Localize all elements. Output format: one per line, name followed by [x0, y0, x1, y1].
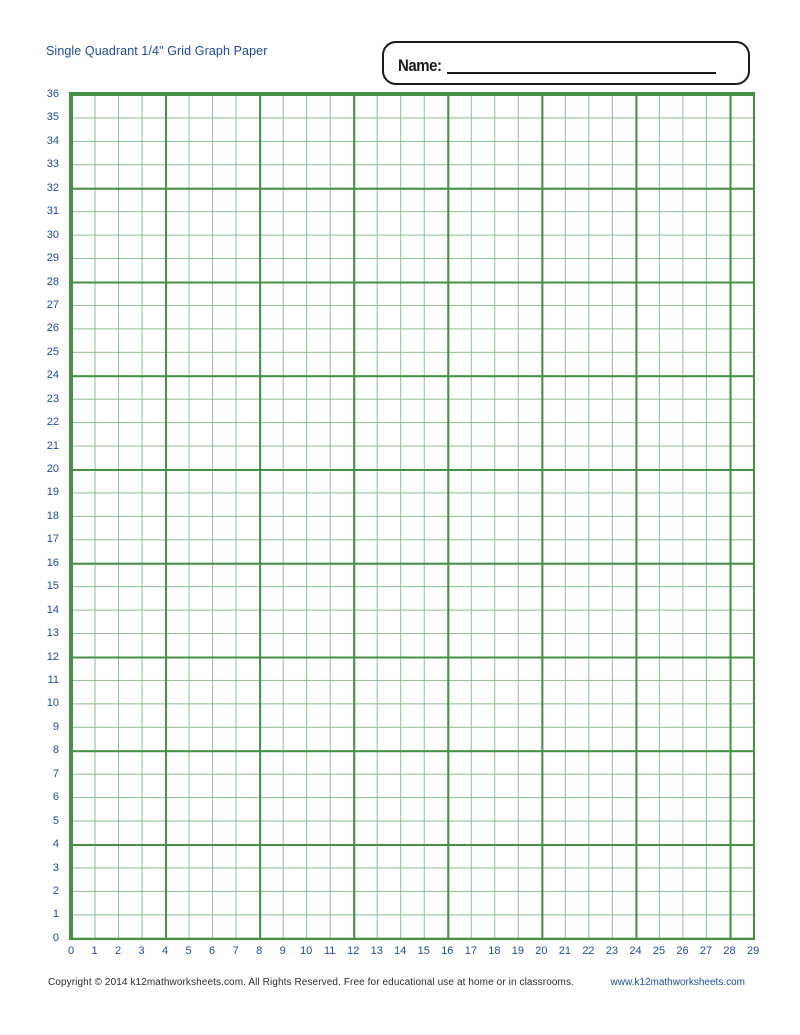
x-axis-label: 22	[582, 945, 595, 957]
name-label: Name:	[398, 56, 442, 75]
y-axis-label: 5	[52, 814, 59, 827]
x-axis-label: 29	[746, 945, 760, 957]
x-axis-label: 1	[91, 945, 98, 957]
y-axis-label: 35	[46, 111, 59, 124]
y-axis-label: 21	[46, 439, 59, 452]
x-axis-label: 27	[699, 945, 713, 957]
y-axis-label: 32	[46, 181, 59, 194]
y-axis-label: 11	[47, 674, 59, 686]
y-axis-label: 33	[46, 158, 59, 171]
x-axis-label: 15	[417, 945, 430, 957]
y-axis-label: 24	[46, 369, 59, 382]
x-axis-label: 19	[511, 945, 524, 957]
x-axis-label: 7	[232, 945, 239, 957]
x-axis-label: 24	[629, 945, 642, 957]
y-axis-label: 36	[46, 88, 59, 100]
y-axis-label: 15	[46, 580, 59, 593]
y-axis-label: 2	[52, 884, 59, 897]
x-axis-label: 28	[723, 945, 736, 957]
y-axis-label: 26	[46, 322, 59, 335]
y-axis-label: 22	[46, 416, 59, 429]
x-axis-label: 25	[652, 945, 666, 957]
y-axis-label: 23	[46, 392, 59, 405]
x-axis-label: 23	[605, 945, 619, 957]
y-axis-label: 20	[46, 463, 59, 476]
x-axis-label: 20	[535, 945, 548, 957]
y-axis-label: 28	[46, 275, 59, 288]
y-axis-label: 18	[46, 509, 59, 522]
y-axis-label: 6	[52, 791, 59, 804]
x-axis-label: 18	[488, 945, 501, 957]
y-axis-label: 34	[46, 134, 59, 147]
x-axis-label: 3	[138, 945, 145, 957]
y-axis-label: 19	[46, 486, 59, 499]
x-axis-label: 26	[676, 945, 689, 957]
y-axis-label: 25	[46, 345, 59, 358]
y-axis-label: 14	[46, 603, 59, 616]
x-axis-label: 0	[67, 945, 75, 957]
y-axis-label: 12	[46, 650, 59, 663]
x-axis-label: 12	[347, 945, 360, 957]
x-axis-label: 2	[114, 945, 122, 957]
y-axis-label: 7	[52, 767, 59, 780]
x-axis-label: 4	[162, 945, 169, 957]
name-box	[382, 41, 750, 85]
y-axis-labels	[0, 88, 65, 944]
y-axis-label: 9	[52, 720, 59, 733]
y-axis-label: 10	[46, 697, 59, 710]
x-axis-label: 8	[256, 945, 263, 957]
page-title: Single Quadrant 1/4" Grid Graph Paper	[46, 44, 268, 58]
x-axis-label: 9	[279, 945, 286, 957]
name-underline	[447, 72, 716, 74]
y-axis-label: 29	[46, 252, 59, 265]
y-axis-label: 17	[46, 533, 59, 546]
x-axis-label: 14	[394, 945, 407, 957]
y-axis-label: 31	[46, 205, 59, 218]
graph-paper-grid	[69, 92, 755, 940]
x-axis-label: 10	[300, 945, 313, 957]
y-axis-label: 0	[52, 931, 59, 944]
y-axis-label: 4	[52, 838, 59, 851]
website-link[interactable]: www.k12mathworksheets.com	[610, 977, 745, 988]
y-axis-label: 3	[52, 861, 59, 874]
y-axis-label: 27	[46, 298, 59, 311]
y-axis-label: 13	[46, 627, 59, 640]
x-axis-label: 16	[441, 945, 454, 957]
x-axis-label: 13	[370, 945, 383, 957]
x-axis-label: 21	[558, 945, 572, 957]
y-axis-label: 1	[52, 908, 59, 921]
x-axis-label: 5	[185, 945, 192, 957]
x-axis-label: 6	[209, 945, 216, 957]
y-axis-label: 16	[46, 556, 59, 569]
copyright-text: Copyright © 2014 k12mathworksheets.com. All Rights Reserved. Free for educational use at home or in classrooms.	[48, 977, 574, 988]
y-axis-label: 30	[46, 228, 59, 241]
y-axis-label: 8	[52, 744, 59, 757]
x-axis-labels	[67, 944, 760, 958]
x-axis-label: 17	[464, 945, 477, 957]
x-axis-label: 11	[324, 945, 336, 957]
